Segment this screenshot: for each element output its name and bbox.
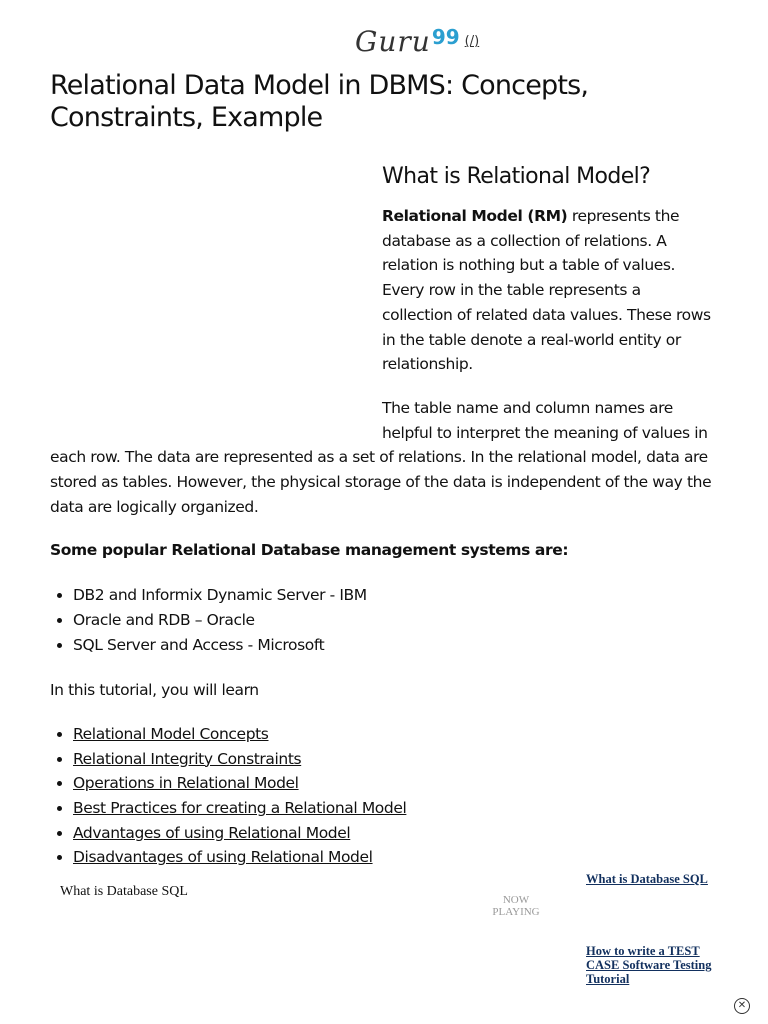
video-playlist — [586, 872, 726, 986]
table-names-paragraph: The table name and column names are helpful to interpret the meaning of values in each row. The data are represented as a set of relations. In the relational model, data are stored as tables. However, the physical storage of the data is independent of the way the data are logically organized. — [50, 398, 712, 516]
rdbms-list — [50, 583, 715, 657]
list-item: • Oracle and RDB – Oracle — [73, 608, 715, 633]
toc-item — [73, 771, 715, 796]
list-item: • DB2 and Informix Dynamic Server - IBM — [73, 583, 715, 608]
learn-intro: In this tutorial, you will learn — [50, 681, 259, 700]
site-logo[interactable] — [355, 22, 479, 62]
logo-number: 99 — [431, 25, 460, 49]
intro-text: represents the database as a collection of relations. A relation is nothing but a table of values. Every row in the table represents a collection of related data values. These rows in the table denote a real-world entity or relationship. — [382, 207, 711, 374]
toc-link-constraints[interactable]: Relational Integrity Constraints — [73, 749, 302, 768]
toc-link-best-practices[interactable]: Best Practices for creating a Relational Model — [73, 799, 407, 818]
toc-item — [73, 747, 715, 772]
toc-item — [73, 845, 715, 870]
toc-item — [73, 722, 715, 747]
list-item: • SQL Server and Access - Microsoft — [73, 633, 715, 658]
toc-item — [73, 821, 715, 846]
now-playing-label: NOW PLAYING — [492, 894, 540, 918]
toc-link-operations[interactable]: Operations in Relational Model — [73, 774, 299, 793]
table-of-contents — [50, 722, 715, 870]
page-title: Relational Data Model in DBMS: Concepts, Constraints, Example — [50, 70, 589, 133]
logo-text: Guru — [355, 25, 431, 58]
toc-link-concepts[interactable]: Relational Model Concepts — [73, 724, 269, 743]
toc-link-advantages[interactable]: Advantages of using Relational Model — [73, 823, 351, 842]
toc-item — [73, 796, 715, 821]
logo-mark: (/) — [464, 34, 480, 49]
playlist-item-test-case[interactable]: How to write a TEST CASE Software Testing Tutorial — [586, 944, 712, 986]
rdbms-heading: Some popular Relational Database management systems are: — [50, 541, 569, 560]
ad-placeholder — [50, 160, 382, 425]
close-icon[interactable]: ✕ — [734, 998, 750, 1014]
video-title: What is Database SQL — [60, 884, 188, 899]
section-title: What is Relational Model? — [382, 164, 651, 189]
playlist-item-database-sql[interactable]: What is Database SQL — [586, 872, 708, 886]
toc-link-disadvantages[interactable]: Disadvantages of using Relational Model — [73, 848, 373, 867]
intro-bold-term: Relational Model (RM) — [382, 207, 568, 225]
video-player[interactable] — [50, 868, 570, 1024]
article-body — [50, 160, 715, 891]
